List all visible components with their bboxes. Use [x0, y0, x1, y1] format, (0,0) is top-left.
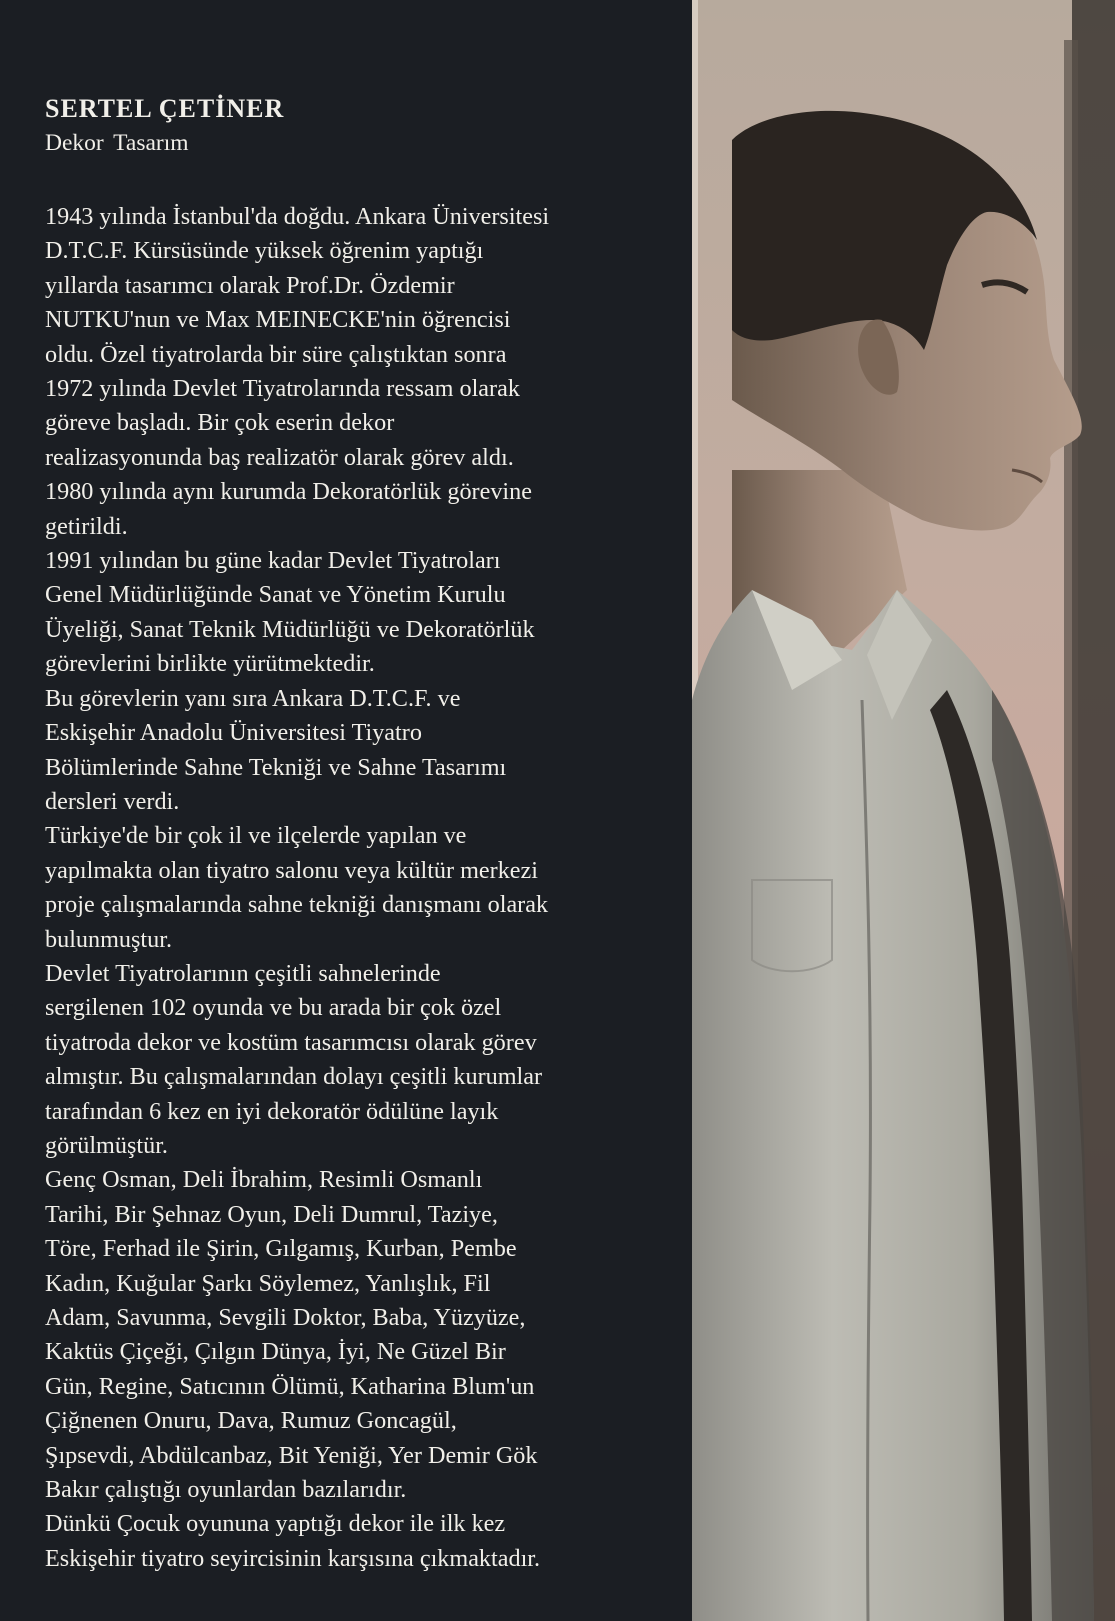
biography-line: Bölümlerinde Sahne Tekniği ve Sahne Tasarımı — [45, 753, 507, 781]
biography-line: tiyatroda dekor ve kostüm tasarımcısı olarak görev — [45, 1028, 537, 1056]
biography-line: proje çalışmalarında sahne tekniği danışmanı olarak — [45, 891, 549, 919]
biography-line: 1943 yılında İstanbul'da doğdu. Ankara Üniversitesi — [45, 203, 550, 230]
biography-line: Bu görevlerin yanı sıra Ankara D.T.C.F. ve — [45, 684, 461, 712]
biography-line: Dünkü Çocuk oyununa yaptığı dekor ile ilk kez — [45, 1510, 506, 1538]
biography-line: görülmüştür. — [45, 1131, 168, 1159]
biography-line: Üyeliği, Sanat Teknik Müdürlüğü ve Dekoratörlük — [45, 615, 535, 643]
biography-line: Tarihi, Bir Şehnaz Oyun, Deli Dumrul, Taziye, — [45, 1200, 498, 1228]
biography-line: sergilenen 102 oyunda ve bu arada bir çok özel — [45, 994, 502, 1022]
biography-line: 1991 yılından bu güne kadar Devlet Tiyatroları — [45, 547, 501, 575]
biography-line: Devlet Tiyatrolarının çeşitli sahnelerinde — [45, 959, 441, 987]
biography-line: Genel Müdürlüğünde Sanat ve Yönetim Kurulu — [45, 581, 506, 609]
biography-line: NUTKU'nun ve Max MEINECKE'nin öğrencisi — [45, 306, 511, 334]
person-role: Dekor Tasarım — [45, 130, 189, 156]
portrait-illustration — [692, 0, 1115, 1621]
biography-line: Eskişehir Anadolu Üniversitesi Tiyatro — [45, 719, 422, 747]
biography-line: tarafından 6 kez en iyi dekoratör ödülüne layık — [45, 1097, 499, 1125]
biography-line: Bakır çalıştığı oyunlardan bazılarıdır. — [45, 1476, 407, 1504]
biography-line: Şıpsevdi, Abdülcanbaz, Bit Yeniği, Yer Demir Gök — [45, 1441, 538, 1469]
biography-line: Çiğnenen Onuru, Dava, Rumuz Goncagül, — [45, 1407, 457, 1435]
biography-line: göreve başladı. Bir çok eserin dekor — [45, 409, 395, 437]
biography-line: yıllarda tasarımcı olarak Prof.Dr. Özdemir — [45, 271, 455, 299]
biography-line: Türkiye'de bir çok il ve ilçelerde yapılan ve — [45, 822, 467, 850]
biography-line: Kadın, Kuğular Şarkı Söylemez, Yanlışlık, Fil — [45, 1269, 491, 1297]
portrait-photo — [692, 0, 1115, 1621]
biography-line: oldu. Özel tiyatrolarda bir süre çalıştıktan sonra — [45, 340, 507, 368]
biography-line: yapılmakta olan tiyatro salonu veya kültür merkezi — [45, 856, 538, 884]
biography-line: Kaktüs Çiçeği, Çılgın Dünya, İyi, Ne Güzel Bir — [45, 1338, 506, 1366]
biography-line: Eskişehir tiyatro seyircisinin karşısına çıkmaktadır. — [45, 1544, 541, 1572]
biography-line: 1980 yılında aynı kurumda Dekoratörlük görevine — [45, 478, 532, 506]
biography-line: getirildi. — [45, 512, 128, 540]
biography-text — [45, 200, 605, 1576]
biography-line: realizasyonunda baş realizatör olarak görev aldı. — [45, 443, 514, 471]
person-name: SERTEL ÇETİNER — [45, 94, 285, 123]
biography-line: bulunmuştur. — [45, 925, 172, 953]
biography-line: Adam, Savunma, Sevgili Doktor, Baba, Yüzyüze, — [45, 1304, 526, 1331]
biography-line: dersleri verdi. — [45, 787, 180, 815]
biography-line: Genç Osman, Deli İbrahim, Resimli Osmanlı — [45, 1166, 483, 1194]
biography-line: görevlerini birlikte yürütmektedir. — [45, 650, 375, 678]
biography-line: D.T.C.F. Kürsüsünde yüksek öğrenim yaptığı — [45, 237, 484, 265]
biography-line: almıştır. Bu çalışmalarından dolayı çeşitli kurumlar — [45, 1063, 543, 1091]
biography-line: Töre, Ferhad ile Şirin, Gılgamış, Kurban, Pembe — [45, 1235, 517, 1263]
biography-line: Gün, Regine, Satıcının Ölümü, Katharina Blum'un — [45, 1372, 535, 1400]
biography-line: 1972 yılında Devlet Tiyatrolarında ressam olarak — [45, 375, 520, 403]
